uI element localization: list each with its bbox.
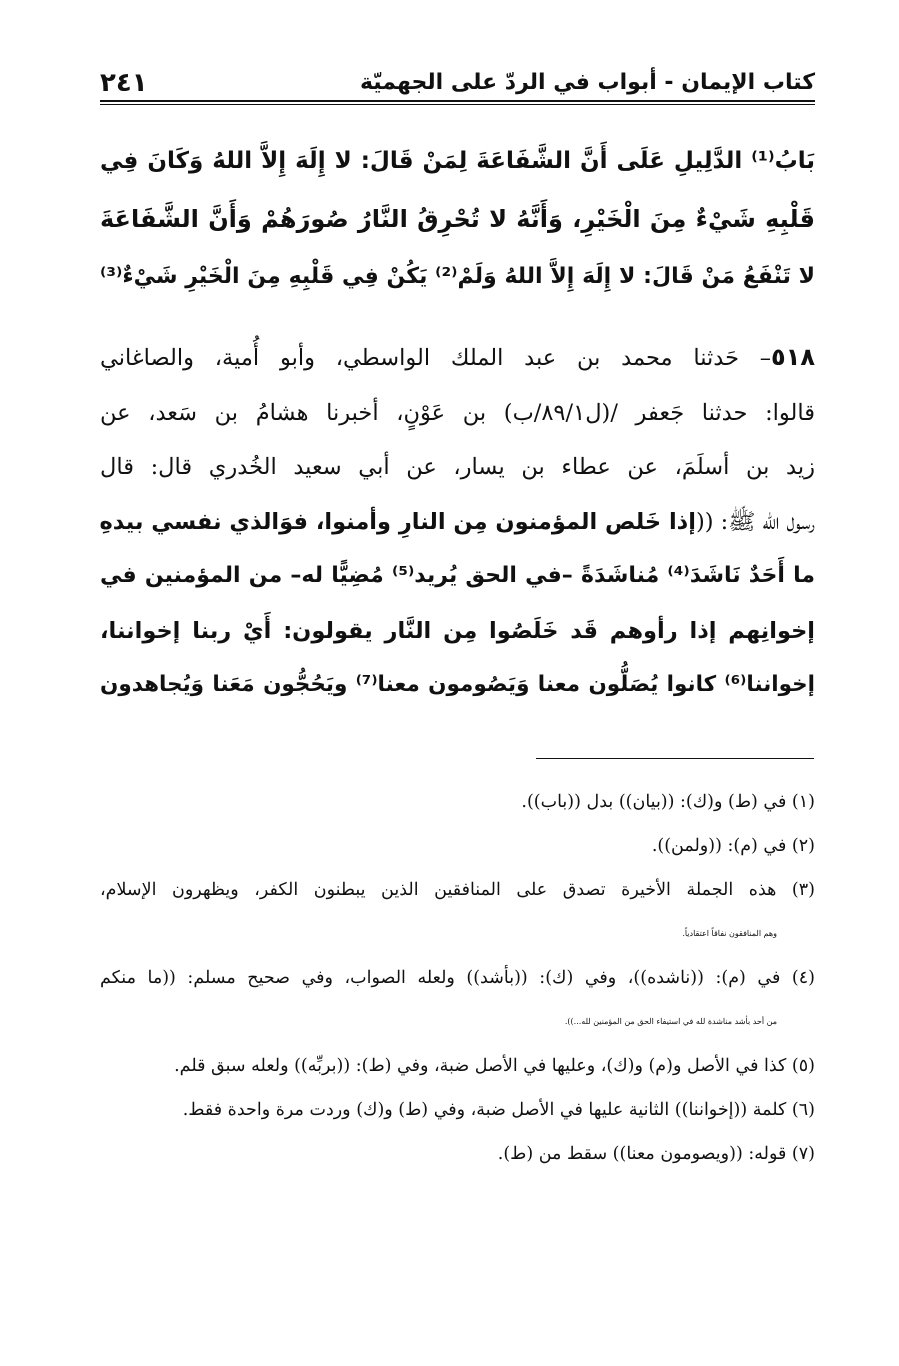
footnote: (٥) كذا في الأصل و(م) و(ك)، وعليها في الأصل ضبة، وفي (ط): ((بربِّه)) ولعله سبق قلم.: [174, 1056, 815, 1076]
footnote-continuation: وهم المنافقون نفاقاً اعتقادياً.: [682, 929, 777, 938]
footnote: (٣) هذه الجملة الأخيرة تصدق على المنافقين الذين يبطنون الكفر، ويظهرون الإسلام،: [100, 880, 815, 900]
hadith-number: ٥١٨: [771, 343, 815, 371]
running-header-title: كتاب الإيمان - أبواب في الردّ على الجهميّة: [359, 70, 815, 95]
chapter-heading-line: لا تَنْفَعُ مَنْ قَالَ: لا إِلَهَ إِلاَّ اللهُ وَلَمْ⁽²⁾ يَكُنْ فِي قَلْبِهِ مِنَ الْخَيْرِ شَيْءٌ⁽³⁾: [100, 264, 815, 289]
chapter-heading-line: قَلْبِهِ شَيْءٌ مِنَ الْخَيْرِ، وَأَنَّهُ لا تُحْرِقُ النَّارُ صُورَهُمْ وَأَنَّ الشَّفَاعَةَ: [100, 205, 815, 233]
header-rule-thin: [100, 104, 815, 105]
footnote: (٤) في (م): ((ناشده))، وفي (ك): ((بأشد)) ولعله الصواب، وفي صحيح مسلم: ((ما منكم: [100, 968, 815, 988]
hadith-text: [100, 330, 815, 713]
hadith-line: زيد بن أسلَمَ، عن عطاء بن يسار، عن أبي سعيد الخُدري قال: قال: [100, 454, 815, 480]
footnote: (٢) في (م): ((ولمن)).: [651, 836, 815, 856]
hadith-line: [100, 330, 815, 386]
hadith-line: إخواننا⁽⁶⁾ كانوا يُصَلُّون معنا وَيَصُومون معنا⁽⁷⁾ ويَحُجُّون مَعَنا وَيُجاهدون: [100, 672, 816, 697]
hadith-line: قالوا: حدثنا جَعفر /(ل٨٩/١/ب) بن عَوْنٍ، أخبرنا هشامُ بن سَعد، عن: [100, 399, 815, 426]
footnote-separator: [536, 758, 814, 759]
footnote: (١) في (ط) و(ك): ((بيان)) بدل ((باب)).: [521, 792, 815, 812]
hadith-line: [100, 495, 815, 550]
hadith-line: ما أَحَدٌ نَاشَدَ⁽⁴⁾ مُناشَدَةً –في الحق يُريد⁽⁵⁾ مُضِيًّا له– من المؤمنين في: [100, 563, 815, 588]
chapter-heading-line: بَابُ⁽¹⁾ الدَّلِيلِ عَلَى أَنَّ الشَّفَاعَةَ لِمَنْ قَالَ: لا إِلَهَ إِلاَّ اللهُ وَكَانَ فِي: [100, 148, 815, 174]
hadith-isnad-start: – حَدثنا محمد بن عبد الملك الواسطي، وأبو أُمية، والصاغاني: [100, 345, 772, 371]
hadith-matn-text: إذا خَلص المؤمنون مِن النارِ وأمنوا، فوَالذي نفسي بيدهِ: [99, 508, 696, 535]
chapter-heading: [100, 132, 815, 306]
running-header: [100, 58, 815, 98]
header-rule: [100, 100, 815, 102]
page-number: ٢٤١: [100, 68, 148, 98]
hadith-line: إخوانِهم إذا رأوهم قَد خَلَصُوا مِن النَّار يقولون: أَيْ ربنا إخواننا،: [100, 617, 815, 644]
footnote: (٧) قوله: ((ويصومون معنا)) سقط من (ط).: [497, 1144, 815, 1164]
footnotes: [100, 780, 815, 1176]
footnote: (٦) كلمة ((إخواننا)) الثانية عليها في الأصل ضبة، وفي (ط) و(ك) وردت مرة واحدة فقط.: [182, 1100, 815, 1120]
footnote-continuation: من أحد بأشد مناشدة لله في استيفاء الحق من المؤمنين لله...)).: [564, 1017, 777, 1026]
hadith-matn-intro: رسول الله ﷺ: ((: [695, 508, 815, 535]
